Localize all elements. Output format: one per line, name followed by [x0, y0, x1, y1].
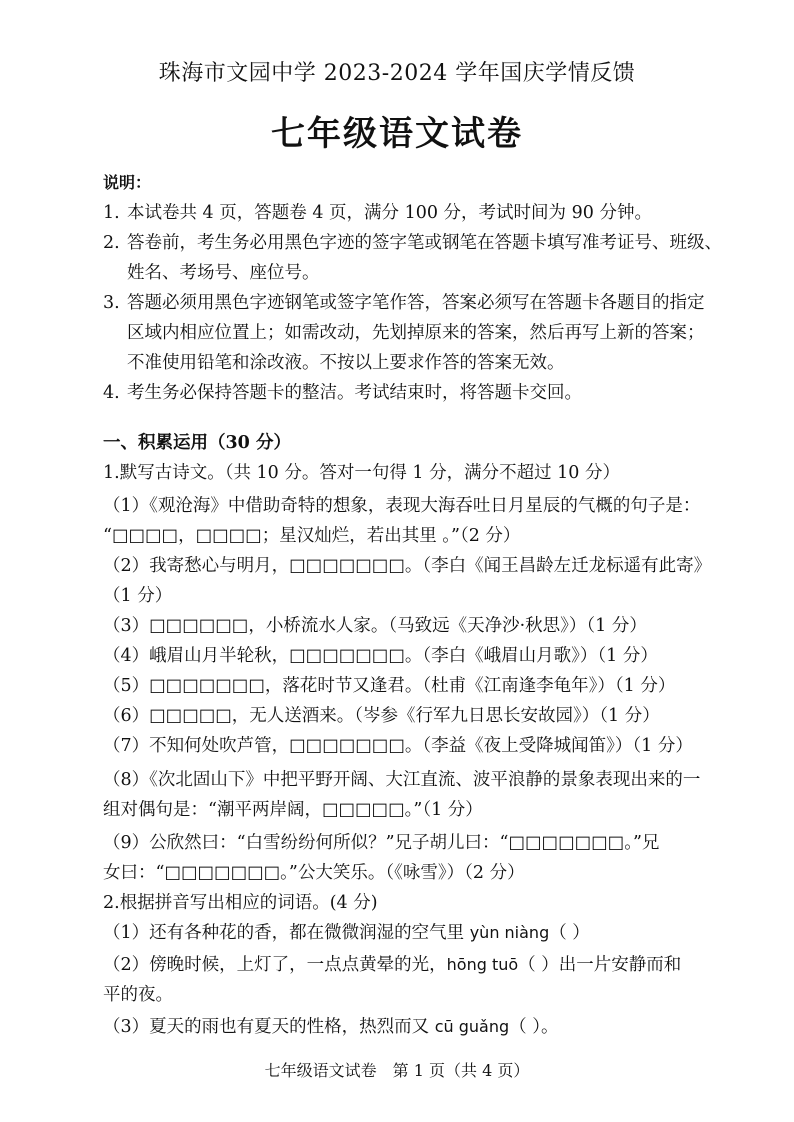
answer-parentheses: （ ）出一片安静而和 [518, 955, 682, 975]
instruction-text: 考生务必保持答题卡的整洁。考试结束时，将答题卡交回。 [127, 383, 582, 403]
pinyin-question-2 [103, 950, 763, 980]
instruction-number: 2. [103, 233, 120, 253]
question-line: （2）我寄愁心与明月，□□□□□□□。（李白《闻王昌龄左迁龙标遥有此寄》 [103, 556, 712, 576]
pinyin-prompt: 平的夜。 [103, 985, 173, 1005]
section-heading: 一、积累运用（30 分） [103, 433, 291, 453]
question-line: “□□□□，□□□□；星汉灿烂，若出其里 。”（2 分） [103, 526, 521, 546]
question-line: （5）□□□□□□□，落花时节又逢君。（杜甫《江南逢李龟年》）（1 分） [103, 676, 676, 696]
pinyin-prompt: （3）夏天的雨也有夏天的性格，热烈而又 [103, 1017, 435, 1037]
instruction-text-cont: 姓名、考场号、座位号。 [127, 263, 320, 283]
question-line: （6）□□□□□，无人送酒来。（岑参《行军九日思长安故园》）（1 分） [103, 706, 660, 726]
question-line: （4）峨眉山月半轮秋，□□□□□□□。（李白《峨眉山月歌》）（1 分） [103, 646, 658, 666]
instruction-item-2 [103, 228, 753, 288]
pinyin-question-1 [103, 918, 763, 948]
pinyin-question-3 [103, 1012, 763, 1042]
question-line: 女曰：“□□□□□□□。”公大笑乐。（《咏雪》）（2 分） [103, 863, 525, 883]
question-line: （3）□□□□□□，小桥流水人家。（马致远《天净沙·秋思》）（1 分） [103, 616, 647, 636]
question-title: 2.根据拼音写出相应的词语。(4 分) [103, 893, 378, 913]
instruction-text-cont: 区域内相应位置上；如需改动，先划掉原来的答案，然后再写上新的答案； [127, 323, 705, 343]
question-line: （7）不知何处吹芦管，□□□□□□□。（李益《夜上受降城闻笛》）（1 分） [103, 736, 693, 756]
pinyin-text: yùn niàng [469, 923, 550, 942]
answer-parentheses: （ ） [549, 923, 590, 943]
instruction-text: 答卷前，考生务必用黑色字迹的签字笔或钢笔在答题卡填写准考证号、班级、 [127, 233, 722, 253]
instruction-number: 1. [103, 203, 120, 223]
pinyin-question-2-cont [103, 980, 763, 1010]
instruction-item-4 [103, 378, 753, 408]
question-title: 1.默写古诗文。（共 10 分。答对一句得 1 分，满分不超过 10 分） [103, 463, 620, 483]
question-line: （1 分） [103, 586, 173, 606]
question-line: （1）《观沧海》中借助奇特的想象，表现大海吞吐日月星辰的气概的句子是： [103, 496, 701, 516]
pinyin-prompt: （1）还有各种花的香，都在微微润湿的空气里 [103, 923, 470, 943]
instruction-number: 3. [103, 293, 120, 313]
question-line: （9）公欣然曰：“白雪纷纷何所似？”兄子胡儿曰：“□□□□□□□。”兄 [103, 833, 660, 853]
instruction-text: 答题必须用黑色字迹钢笔或签字笔作答，答案必须写在答题卡各题目的指定 [127, 293, 705, 313]
pinyin-prompt: （2）傍晚时候，上灯了，一点点黄晕的光， [103, 955, 447, 975]
pinyin-text: cū guǎng [434, 1017, 510, 1036]
exam-title: 七年级语文试卷 [271, 114, 523, 154]
question-line: 组对偶句是：“潮平两岸阔，□□□□□。”（1 分） [103, 800, 483, 820]
answer-parentheses: （ ）。 [509, 1017, 559, 1037]
question-line: （8）《次北固山下》中把平野开阔、大江直流、波平浪静的景象表现出来的一 [103, 770, 701, 790]
instruction-item-1 [103, 198, 753, 228]
instruction-item-3 [103, 288, 753, 378]
instruction-text-cont: 不准使用铅笔和涂改液。不按以上要求作答的答案无效。 [127, 353, 565, 373]
instructions-heading: 说明： [103, 173, 152, 192]
page-footer: 七年级语文试卷 第 1 页（共 4 页） [264, 1061, 530, 1080]
pinyin-text: hōng tuō [446, 955, 519, 974]
instruction-number: 4. [103, 383, 120, 403]
instruction-text: 本试卷共 4 页，答题卷 4 页，满分 100 分，考试时间为 90 分钟。 [127, 203, 652, 223]
school-title: 珠海市文园中学 2023-2024 学年国庆学情反馈 [158, 61, 636, 86]
